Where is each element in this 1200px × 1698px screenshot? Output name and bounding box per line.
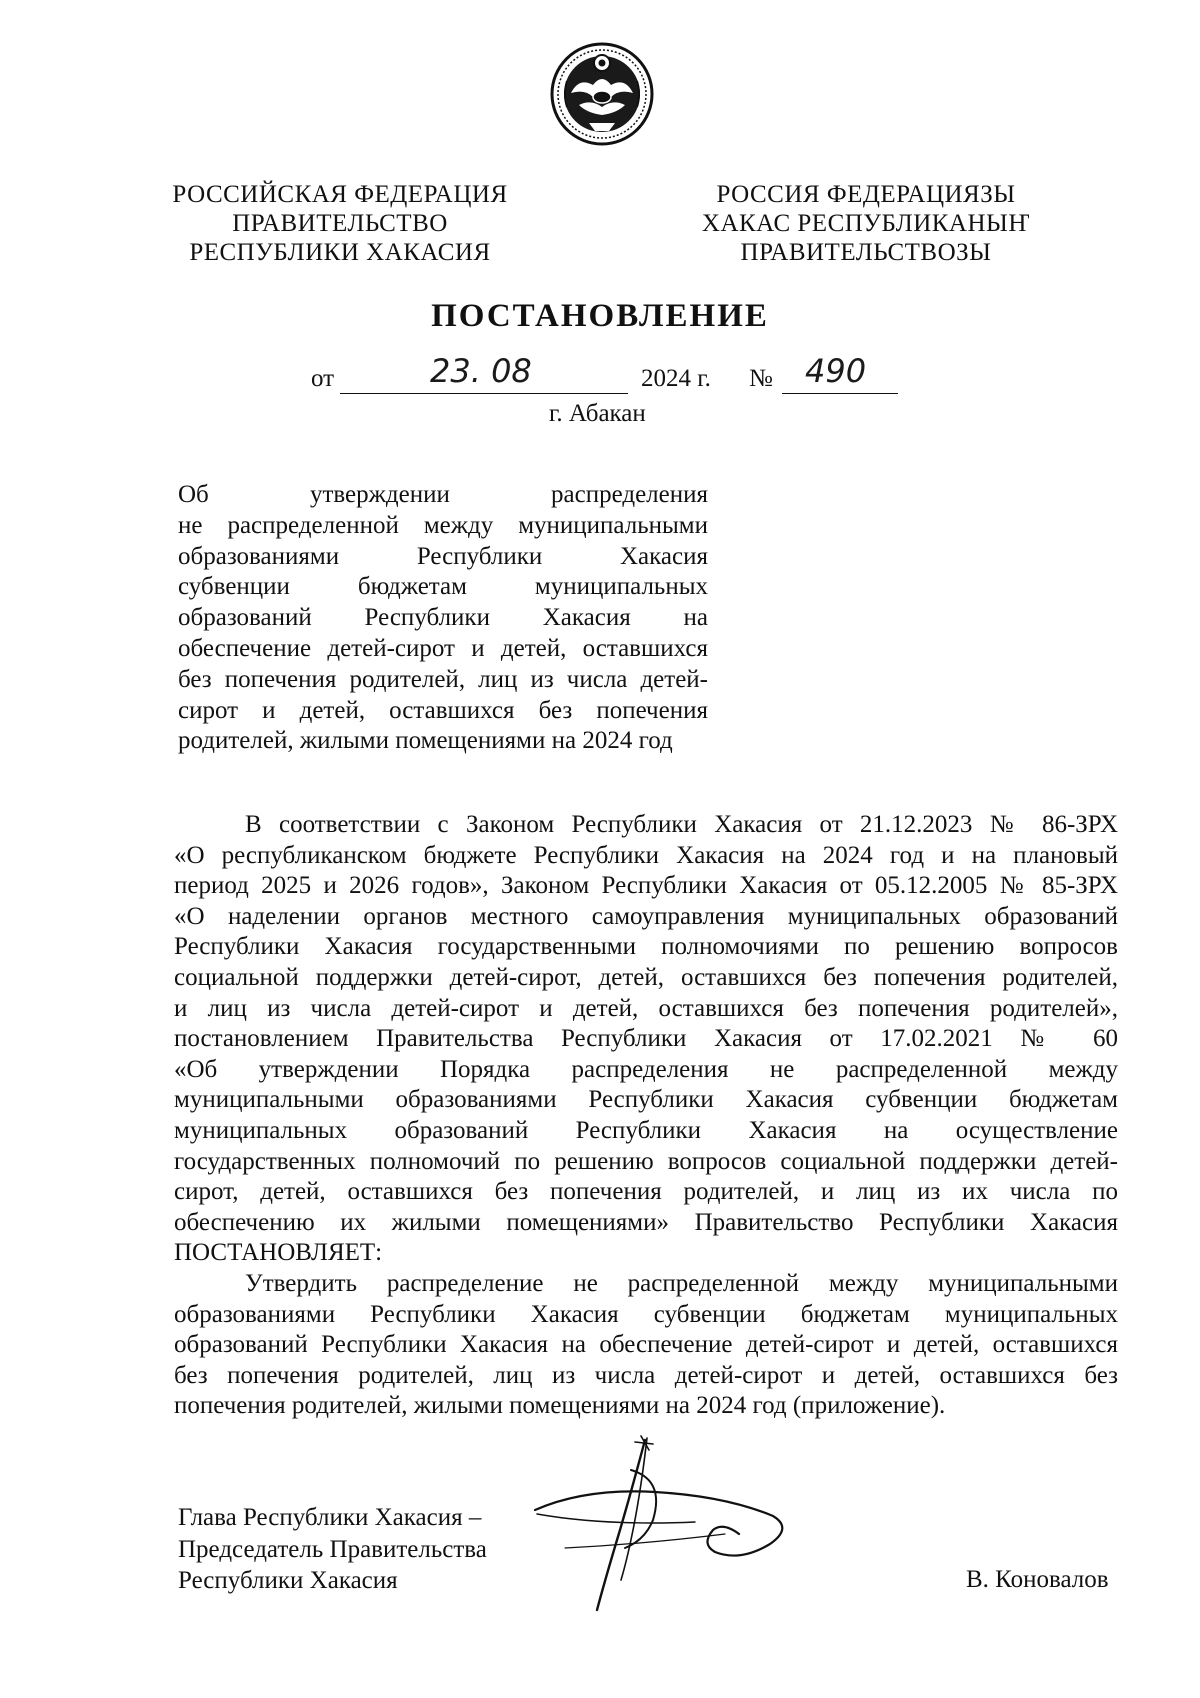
coat-of-arms-khakassia-icon [549,41,655,147]
body-line: попечения родителей, жилыми помещениями на 2024 год (приложение). [174,1392,946,1420]
header-right-line: ХАКАС РЕСПУБЛИКАНЫҤ [701,210,1031,237]
number-label: № [749,365,773,392]
signatory-title-line: Председатель Правительства [178,1535,487,1563]
header-right-line: ПРАВИТЕЛЬСТВОЗЫ [740,239,992,266]
body-line: Утвердить распределение не распределенной между муниципальными [245,1269,1118,1297]
body-line: муниципальными образованиями Республики Хакасия субвенции бюджетам [174,1086,1118,1114]
body-line: социальной поддержки детей-сирот, детей, оставшихся без попечения родителей, [174,963,1118,991]
body-line: без попечения родителей, лиц из числа детей-сирот и детей, оставшихся без [174,1361,1118,1389]
body-line: «О республиканском бюджете Республики Хакасия на 2024 год и на плановый [174,841,1118,869]
header-left-line: РЕСПУБЛИКИ ХАКАСИЯ [189,239,491,266]
document-subject [178,480,708,757]
subject-line: Об утверждении распределения [178,481,708,508]
subject-line: сирот и детей, оставшихся без попечения [178,696,708,724]
handwritten-date: 23. 08 [430,352,532,390]
signatory-title-line: Глава Республики Хакасия – [178,1504,482,1531]
handwritten-signature-icon [525,1430,795,1620]
handwritten-number: 490 [805,352,867,390]
body-line: В соответствии с Законом Республики Хакасия от 21.12.2023 № 86-ЗРХ [245,811,1118,838]
body-line: государственных полномочий по решению вопросов социальной поддержки детей- [174,1147,1118,1175]
header-left [160,180,520,267]
subject-line: не распределенной между муниципальными [178,511,708,539]
date-underline [340,393,628,394]
signatory-title-line: Республики Хакасия [178,1567,398,1594]
number-underline [782,393,898,394]
document-title: ПОСТАНОВЛЕНИЕ [431,298,769,334]
signatory-title [178,1502,487,1597]
body-line: «О наделении органов местного самоуправления муниципальных образований [174,902,1118,930]
body-line: период 2025 и 2026 годов», Законом Республики Хакасия от 05.12.2005 № 85-ЗРХ [174,872,1118,900]
body-line: и лиц из числа детей-сирот и детей, оставшихся без попечения родителей», [174,994,1118,1022]
body-line: постановлением Правительства Республики Хакасия от 17.02.2021 № 60 [174,1025,1118,1053]
header-right-line: РОССИЯ ФЕДЕРАЦИЯЗЫ [716,181,1016,208]
body-line: Республики Хакасия государственными полномочиями по решению вопросов [174,933,1118,961]
document-body [174,810,1118,1422]
body-line: ПОСТАНОВЛЯЕТ: [174,1239,383,1267]
body-line: «Об утверждении Порядка распределения не распределенной между [174,1055,1118,1083]
signatory-name: В. Коновалов [966,1566,1109,1593]
subject-line: субвенции бюджетам муниципальных [178,573,708,601]
city: г. Абакан [549,400,646,427]
body-line: сирот, детей, оставшихся без попечения родителей, и лиц из их числа по [174,1178,1118,1206]
body-line: муниципальных образований Республики Хакасия на осуществление [174,1116,1118,1144]
body-line: образований Республики Хакасия на обеспечение детей-сирот и детей, оставшихся [174,1331,1118,1359]
body-line: образованиями Республики Хакасия субвенции бюджетам муниципальных [174,1300,1118,1328]
date-year: 2024 г. [641,365,711,392]
header-right [686,180,1046,267]
subject-line: образованиями Республики Хакасия [178,542,708,570]
body-line: обеспечению их жилыми помещениями» Правительство Республики Хакасия [174,1208,1118,1236]
subject-line: обеспечение детей-сирот и детей, оставшихся [178,634,708,662]
date-from-label: от [311,365,335,392]
subject-line: без попечения родителей, лиц из числа детей- [178,665,708,693]
subject-line: родителей, жилыми помещениями на 2024 год [178,727,673,755]
header-left-line: РОССИЙСКАЯ ФЕДЕРАЦИЯ [172,181,508,208]
subject-line: образований Республики Хакасия на [178,604,708,632]
header-left-line: ПРАВИТЕЛЬСТВО [232,210,448,237]
